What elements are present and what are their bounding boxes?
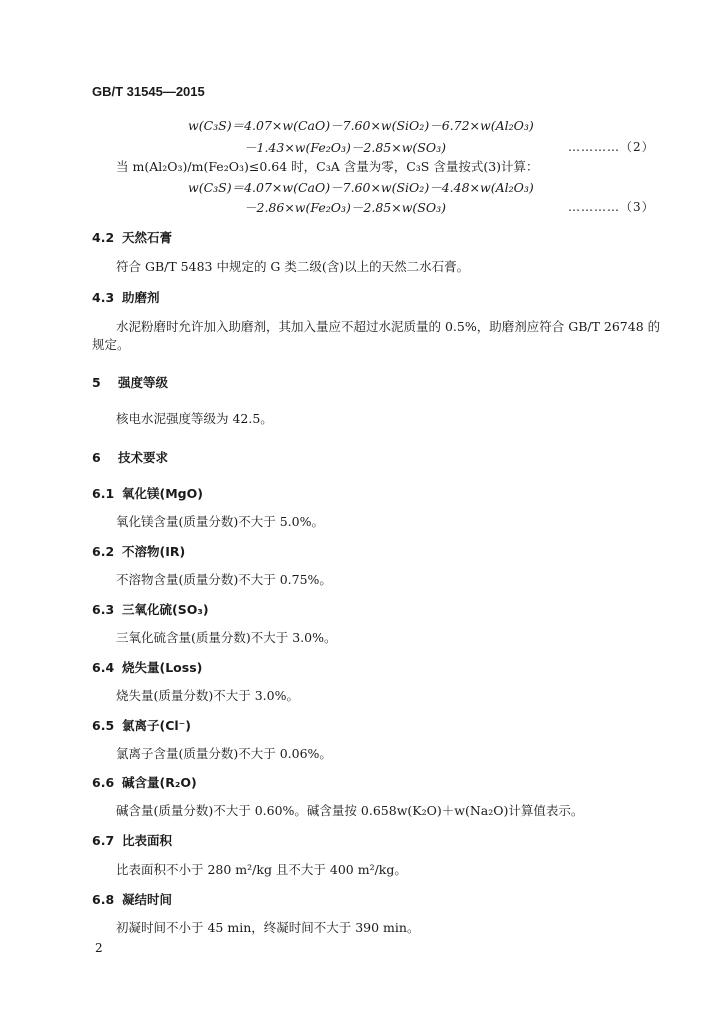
section-6-5-text: 氯离子含量(质量分数)不大于 0.06%。 xyxy=(116,746,332,761)
section-number: 6.6 xyxy=(92,775,115,790)
section-number: 4.3 xyxy=(92,290,115,305)
standard-code-header: GB/T 31545—2015 xyxy=(92,84,205,99)
section-6-4-heading xyxy=(92,658,202,676)
section-number: 5 xyxy=(92,375,101,390)
formula-3-line-2: －2.86×w(Fe₂O₃)－2.85×w(SO₃) xyxy=(244,200,446,215)
section-6-heading xyxy=(92,448,168,466)
section-4-2-text: 符合 GB/T 5483 中规定的 G 类二级(含)以上的天然二水石膏。 xyxy=(116,259,470,274)
section-title: 不溶物(IR) xyxy=(122,544,186,559)
section-number: 6.2 xyxy=(92,544,115,559)
section-6-3-heading xyxy=(92,600,209,618)
section-title: 烧失量(Loss) xyxy=(122,660,203,675)
section-number: 4.2 xyxy=(92,230,115,245)
formula-3-line-1: w(C₃S)＝4.07×w(CaO)－7.60×w(SiO₂)－4.48×w(Al₂O₃) xyxy=(188,180,534,195)
section-5-text: 核电水泥强度等级为 42.5。 xyxy=(116,411,273,426)
section-4-3-text-line-1: 水泥粉磨时允许加入助磨剂，其加入量应不超过水泥质量的 0.5%，助磨剂应符合 GB/T 26748 的 xyxy=(116,319,661,334)
section-title: 比表面积 xyxy=(122,833,173,848)
section-6-1-heading xyxy=(92,484,203,502)
formula-2-line-2: －1.43×w(Fe₂O₃)－2.85×w(SO₃) xyxy=(244,140,446,155)
section-5-heading xyxy=(92,373,168,391)
section-number: 6.1 xyxy=(92,486,115,501)
section-4-3-heading xyxy=(92,288,160,306)
page-number: 2 xyxy=(95,941,103,955)
section-6-7-heading xyxy=(92,831,172,849)
formula-3-number: …………（3） xyxy=(568,200,655,214)
section-number: 6.4 xyxy=(92,660,115,675)
section-title: 技术要求 xyxy=(118,450,169,465)
section-number: 6 xyxy=(92,450,101,465)
section-number: 6.7 xyxy=(92,833,115,848)
section-title: 助磨剂 xyxy=(122,290,160,305)
section-title: 凝结时间 xyxy=(122,892,173,907)
section-title: 氧化镁(MgO) xyxy=(122,486,203,501)
section-number: 6.8 xyxy=(92,892,115,907)
section-title: 氯离子(Cl⁻) xyxy=(122,718,191,733)
section-6-8-heading xyxy=(92,890,172,908)
section-title: 天然石膏 xyxy=(122,230,173,245)
section-6-5-heading xyxy=(92,716,191,734)
formula-2-number: …………（2） xyxy=(568,140,655,154)
section-number: 6.5 xyxy=(92,718,115,733)
formula-2-line-1: w(C₃S)＝4.07×w(CaO)－7.60×w(SiO₂)－6.72×w(Al₂O₃) xyxy=(188,118,534,133)
section-6-6-heading xyxy=(92,773,197,791)
formula-condition: 当 m(Al₂O₃)/m(Fe₂O₃)≤0.64 时，C₃A 含量为零，C₃S 含量按式(3)计算： xyxy=(116,159,539,174)
section-6-4-text: 烧失量(质量分数)不大于 3.0%。 xyxy=(116,688,299,703)
section-6-1-text: 氧化镁含量(质量分数)不大于 5.0%。 xyxy=(116,514,324,529)
section-6-2-heading xyxy=(92,542,185,560)
section-6-6-text: 碱含量(质量分数)不大于 0.60%。碱含量按 0.658w(K₂O)＋w(Na₂O)计算值表示。 xyxy=(116,803,584,818)
section-6-3-text: 三氧化硫含量(质量分数)不大于 3.0%。 xyxy=(116,630,337,645)
section-title: 碱含量(R₂O) xyxy=(122,775,197,790)
section-6-2-text: 不溶物含量(质量分数)不大于 0.75%。 xyxy=(116,572,332,587)
section-4-3-text-line-2: 规定。 xyxy=(92,337,130,352)
section-4-2-heading xyxy=(92,228,172,246)
section-6-7-text: 比表面积不小于 280 m²/kg 且不大于 400 m²/kg。 xyxy=(116,862,407,877)
section-title: 强度等级 xyxy=(118,375,169,390)
section-number: 6.3 xyxy=(92,602,115,617)
section-6-8-text: 初凝时间不小于 45 min，终凝时间不大于 390 min。 xyxy=(116,920,420,935)
section-title: 三氧化硫(SO₃) xyxy=(122,602,209,617)
